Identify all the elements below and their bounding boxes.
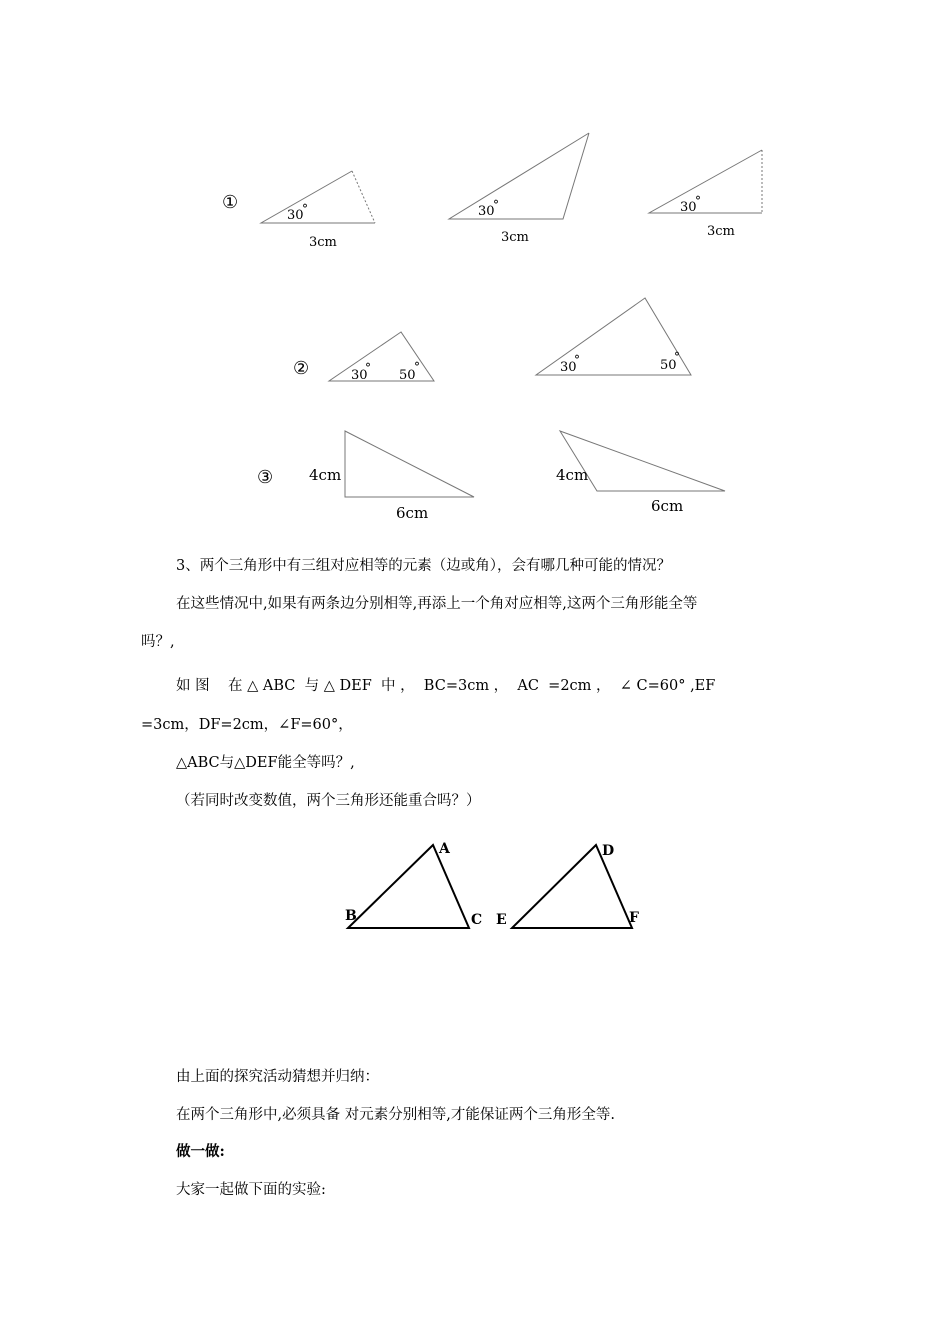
- vertex-d-label: D: [602, 843, 615, 859]
- triangle-1-1: [261, 171, 375, 223]
- vertex-a-label: A: [439, 841, 450, 857]
- triangle-3-1-side: 4cm: [309, 466, 342, 484]
- triangle-2-1-angle1: 30: [351, 368, 368, 383]
- experiment-intro: 大家一起做下面的实验:: [176, 1182, 326, 1198]
- triangle-1-2-base: 3cm: [501, 230, 529, 245]
- section-heading: 做一做:: [176, 1143, 225, 1160]
- group3-marker: ③: [257, 467, 274, 488]
- triangle-3-2-base: 6cm: [651, 497, 684, 515]
- paragraph-1-line-1: 在这些情况中,如果有两条边分别相等,再添上一个角对应相等,这两个三角形能全等: [176, 596, 698, 612]
- triangle-2-1-angle2: 50: [399, 368, 416, 383]
- paragraph-2-line-1: 如 图 在 △ ABC 与 △ DEF 中 ， BC=3cm ， AC =2cm ， ∠ C=60° ,EF: [176, 678, 716, 694]
- triangle-1-3-angle: 30: [680, 200, 697, 215]
- triangle-3-1: [345, 431, 474, 497]
- triangle-2-2-angle2: 50: [660, 358, 677, 373]
- group1-marker: ①: [222, 192, 239, 213]
- paragraph-4: （若同时改变数值，两个三角形还能重合吗？）: [176, 793, 481, 809]
- paragraph-2-line-2: =3cm，DF=2cm，∠F=60°，: [141, 717, 353, 733]
- triangle-1-2-degree: °: [493, 198, 499, 212]
- question-3: 3、两个三角形中有三组对应相等的元素（边或角），会有哪几种可能的情况？: [176, 558, 671, 574]
- triangle-2-2-degree2: °: [674, 350, 680, 364]
- triangle-abc: [348, 845, 469, 928]
- paragraph-3: △ABC与△DEF能全等吗？,: [176, 755, 355, 771]
- triangle-1-1-dashed-side: [352, 171, 375, 223]
- summary-statement: 在两个三角形中,必须具备 对元素分别相等,才能保证两个三角形全等.: [176, 1107, 615, 1123]
- triangle-3-2-side: 4cm: [556, 466, 589, 484]
- triangle-1-3-degree: °: [695, 194, 701, 208]
- summary-intro: 由上面的探究活动猜想并归纳：: [176, 1069, 379, 1085]
- triangle-1-2: [449, 133, 589, 219]
- triangle-1-1-base: 3cm: [309, 235, 337, 250]
- vertex-f-label: F: [629, 910, 639, 926]
- triangle-2-2-angle1: 30: [560, 360, 577, 375]
- vertex-c-label: C: [471, 912, 483, 928]
- group2-marker: ②: [293, 358, 310, 379]
- vertex-b-label: B: [345, 908, 357, 924]
- paragraph-1-line-2: 吗？,: [141, 634, 175, 650]
- triangle-2-2-degree1: °: [574, 353, 580, 367]
- triangle-1-3-base: 3cm: [707, 224, 735, 239]
- vertex-e-label: E: [496, 912, 507, 928]
- triangle-3-1-base: 6cm: [396, 504, 429, 522]
- triangle-1-2-angle: 30: [478, 204, 495, 219]
- triangle-1-3: [649, 150, 762, 213]
- triangle-1-1-angle: 30: [287, 208, 304, 223]
- triangle-2-1-degree2: °: [414, 360, 420, 374]
- triangle-1-1-degree: °: [302, 202, 308, 216]
- triangle-2-1-degree1: °: [365, 361, 371, 375]
